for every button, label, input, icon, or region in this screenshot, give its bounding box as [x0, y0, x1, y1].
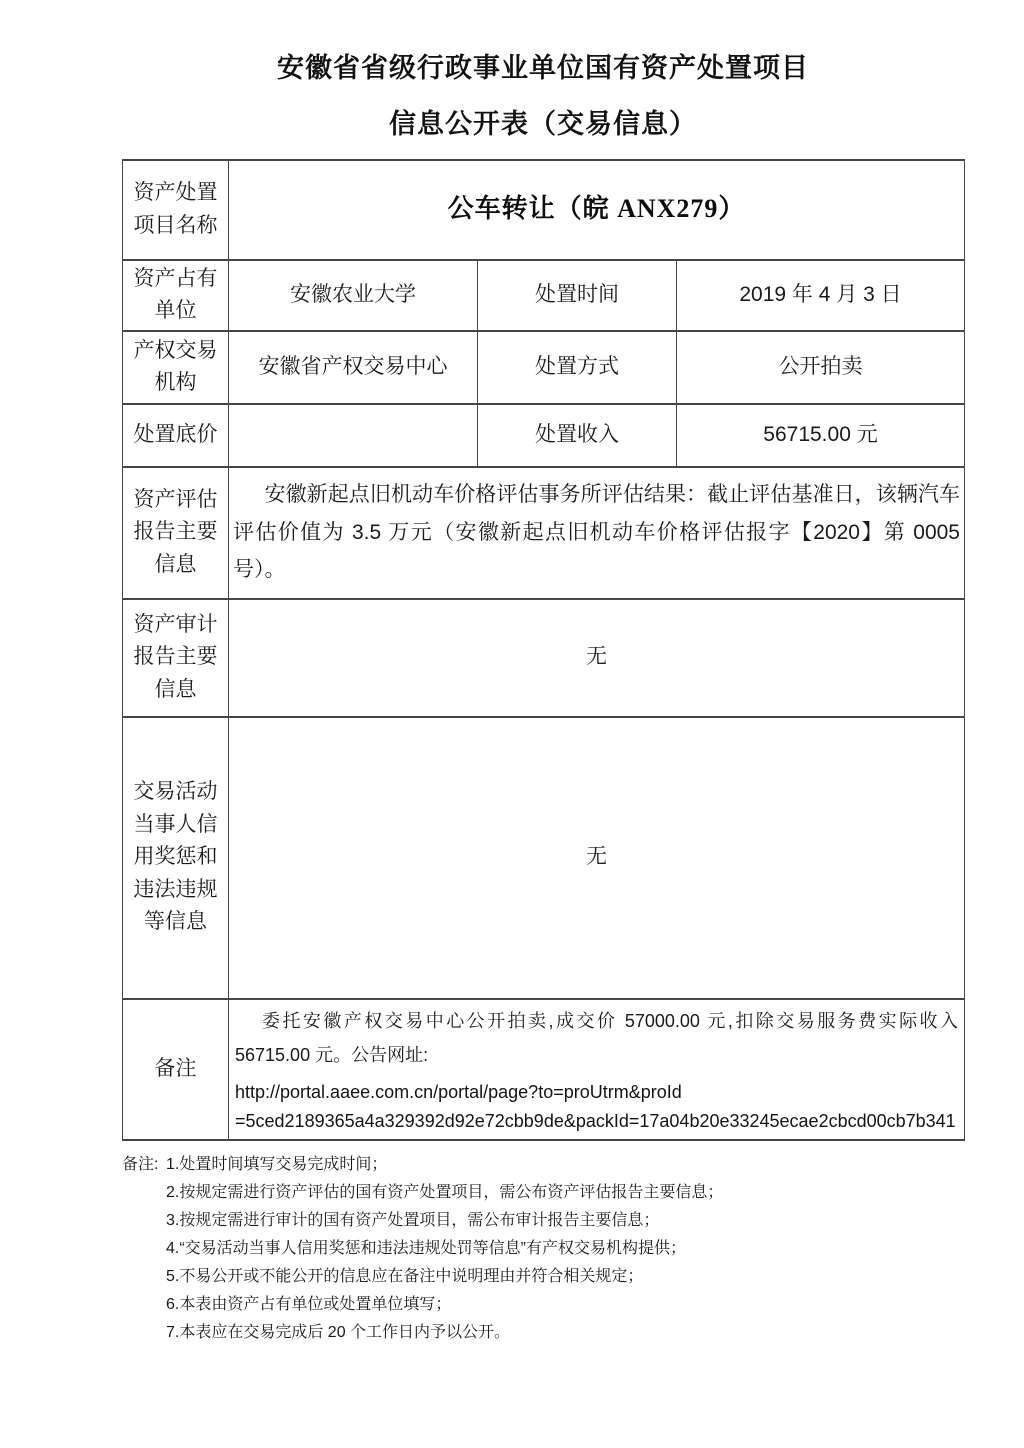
footnote-item-4: 4.“交易活动当事人信用奖惩和违法违规处罚等信息”有产权交易机构提供；: [166, 1239, 687, 1257]
table-row: [123, 404, 965, 467]
table-row: [123, 467, 965, 599]
floor-price-value: [229, 404, 478, 467]
project-name-value: 公车转让（皖 ANX279）: [229, 160, 965, 260]
remark-text: 委托安徽产权交易中心公开拍卖,成交价 57000.00 元,扣除交易服务费实际收入 56715.00 元。公告网址:: [235, 1010, 958, 1065]
credit-info-value: 无: [229, 717, 965, 999]
evaluation-report-label: 资产评估报告主要信息: [123, 467, 229, 599]
footnote-item-6: 6.本表由资产占有单位或处置单位填写；: [166, 1295, 452, 1313]
document-title-line-1: 安徽省省级行政事业单位国有资产处置项目: [277, 53, 809, 83]
disposal-time-label: 处置时间: [478, 260, 677, 331]
disposal-method-label: 处置方式: [478, 331, 677, 404]
footnote-item-7: 7.本表应在交易完成后 20 个工作日内予以公开。: [166, 1323, 511, 1341]
credit-info-label: 交易活动当事人信用奖惩和违法违规等信息: [123, 717, 229, 999]
footnote-item-1: [122, 1151, 964, 1179]
table-row: [123, 260, 965, 331]
document-content: [122, 0, 964, 1347]
remark-url-line-1: http://portal.aaee.com.cn/portal/page?to=proUtrm&proId: [235, 1081, 682, 1102]
evaluation-report-value: 安徽新起点旧机动车价格评估事务所评估结果：截止评估基准日，该辆汽车评估价值为 3.5 万元（安徽新起点旧机动车价格评估报字【2020】第 0005 号）。: [233, 482, 960, 582]
exchange-agency-label: 产权交易机构: [123, 331, 229, 404]
footnote-item-3: 3.按规定需进行审计的国有资产处置项目，需公布审计报告主要信息；: [166, 1211, 660, 1229]
asset-holder-label: 资产占有单位: [123, 260, 229, 331]
audit-report-label: 资产审计报告主要信息: [123, 599, 229, 717]
floor-price-label: 处置底价: [123, 404, 229, 467]
remark-label: 备注: [123, 999, 229, 1140]
table-row: [123, 717, 965, 999]
disposal-time-value: 2019 年 4 月 3 日: [677, 260, 965, 331]
disposal-income-label: 处置收入: [478, 404, 677, 467]
table-row: [123, 599, 965, 717]
document-title-line-2: 信息公开表（交易信息）: [389, 108, 697, 139]
footnote-item-2: 2.按规定需进行资产评估的国有资产处置项目，需公布资产评估报告主要信息；: [166, 1183, 724, 1201]
table-row: [123, 160, 965, 260]
disposal-method-value: 公开拍卖: [677, 331, 965, 404]
disposal-income-value: 56715.00 元: [677, 404, 965, 467]
exchange-agency-value: 安徽省产权交易中心: [229, 331, 478, 404]
disclosure-table: [122, 159, 965, 1141]
table-row: [123, 999, 965, 1140]
footnote-item-1-text: 1.处置时间填写交易完成时间；: [166, 1155, 388, 1173]
footnotes: [122, 1151, 964, 1347]
footnote-item-5: 5.不易公开或不能公开的信息应在备注中说明理由并符合相关规定；: [166, 1267, 644, 1285]
table-row: [123, 331, 965, 404]
evaluation-report-cell: [229, 467, 965, 599]
footnotes-prefix: 备注:: [122, 1155, 159, 1173]
remark-cell: [229, 999, 965, 1140]
remark-url-line-2: =5ced2189365a4a329392d92e72cbb9de&packId=17a04b20e33245ecae2cbcd00cb7b341: [235, 1110, 956, 1131]
project-name-label: 资产处置项目名称: [123, 160, 229, 260]
audit-report-value: 无: [229, 599, 965, 717]
asset-holder-value: 安徽农业大学: [229, 260, 478, 331]
